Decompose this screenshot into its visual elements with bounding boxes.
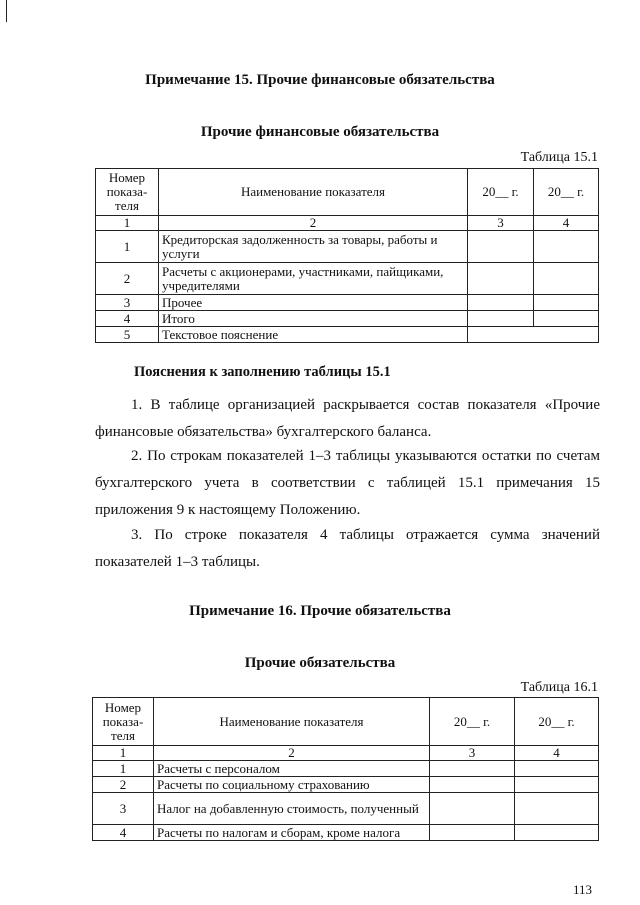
numbering-cell: 4 <box>534 216 599 231</box>
explanation-paragraph-1 <box>95 392 600 446</box>
header-name: Наименование показателя <box>159 169 468 216</box>
row-name: Расчеты по налогам и сборам, кроме налога <box>154 825 430 841</box>
value-cell <box>534 231 599 263</box>
header-name: Наименование показателя <box>154 698 430 746</box>
value-cell <box>430 825 515 841</box>
explanation-paragraph-2 <box>95 443 600 524</box>
value-cell <box>515 761 599 777</box>
numbering-row <box>93 746 599 761</box>
value-cell <box>534 263 599 295</box>
table-header-row <box>93 698 599 746</box>
scan-edge-mark <box>6 0 7 22</box>
paragraph-text: 1. В таблице организацией раскрывается состав показателя «Прочие финансовые обязательства» бухгалтерского баланса. <box>95 397 600 440</box>
row-name: Расчеты по социальному страхованию <box>154 777 430 793</box>
numbering-cell: 2 <box>154 746 430 761</box>
table-row <box>96 231 599 263</box>
page-number: 113 <box>572 882 592 897</box>
numbering-cell: 1 <box>96 216 159 231</box>
table-row <box>96 311 599 327</box>
explanations-heading: Пояснения к заполнению таблицы 15.1 <box>134 364 391 380</box>
table-row <box>93 761 599 777</box>
value-cell <box>468 295 534 311</box>
value-cell <box>534 311 599 327</box>
numbering-cell: 3 <box>430 746 515 761</box>
table-row <box>96 327 599 343</box>
table-header-row <box>96 169 599 216</box>
value-cell <box>430 793 515 825</box>
table-15-1-caption: Таблица 15.1 <box>520 150 598 165</box>
value-cell <box>430 777 515 793</box>
row-number: 3 <box>96 295 159 311</box>
header-number: Номер показа-теля <box>93 698 154 746</box>
table-row <box>96 263 599 295</box>
row-name: Расчеты с акционерами, участниками, пайщиками, учредителями <box>159 263 468 295</box>
value-cell <box>534 295 599 311</box>
value-cell <box>468 311 534 327</box>
row-name: Итого <box>159 311 468 327</box>
header-number: Номер показа-теля <box>96 169 159 216</box>
row-number: 4 <box>96 311 159 327</box>
numbering-cell: 2 <box>159 216 468 231</box>
explanation-paragraph-3 <box>95 522 600 576</box>
table-row <box>93 793 599 825</box>
note16-table-title: Прочие обязательства <box>244 655 396 671</box>
table-15-1 <box>95 168 599 343</box>
numbering-row <box>96 216 599 231</box>
numbering-cell: 3 <box>468 216 534 231</box>
note15-heading: Примечание 15. Прочие финансовые обязательства <box>145 72 495 88</box>
header-year-2: 20__ г. <box>534 169 599 216</box>
note15-table-title: Прочие финансовые обязательства <box>200 124 440 140</box>
numbering-cell: 4 <box>515 746 599 761</box>
value-cell <box>515 825 599 841</box>
value-cell <box>468 231 534 263</box>
row-number: 3 <box>93 793 154 825</box>
value-cell <box>468 263 534 295</box>
value-cell <box>430 761 515 777</box>
row-name: Налог на добавленную стоимость, полученный <box>154 793 430 825</box>
row-number: 1 <box>96 231 159 263</box>
value-cell <box>515 777 599 793</box>
numbering-cell: 1 <box>93 746 154 761</box>
row-name: Расчеты с персоналом <box>154 761 430 777</box>
table-row <box>93 777 599 793</box>
row-number: 5 <box>96 327 159 343</box>
table-row <box>93 825 599 841</box>
note16-heading: Примечание 16. Прочие обязательства <box>189 603 451 619</box>
header-year-1: 20__ г. <box>468 169 534 216</box>
header-year-1: 20__ г. <box>430 698 515 746</box>
table-row <box>96 295 599 311</box>
row-number: 2 <box>96 263 159 295</box>
row-name: Прочее <box>159 295 468 311</box>
paragraph-text: 3. По строке показателя 4 таблицы отражается сумма значений показателей 1–3 таблицы. <box>95 527 600 570</box>
header-year-2: 20__ г. <box>515 698 599 746</box>
table-16-1-caption: Таблица 16.1 <box>520 680 598 695</box>
row-name: Кредиторская задолженность за товары, работы и услуги <box>159 231 468 263</box>
table-16-1 <box>92 697 599 841</box>
row-number: 4 <box>93 825 154 841</box>
value-cell-merged <box>468 327 599 343</box>
row-number: 1 <box>93 761 154 777</box>
row-name: Текстовое пояснение <box>159 327 468 343</box>
row-number: 2 <box>93 777 154 793</box>
value-cell <box>515 793 599 825</box>
paragraph-text: 2. По строкам показателей 1–3 таблицы указываются остатки по счетам бухгалтерского учета в соответствии с таблицей 15.1 примечания 15 приложения 9 к настоящему Положению. <box>95 448 600 518</box>
